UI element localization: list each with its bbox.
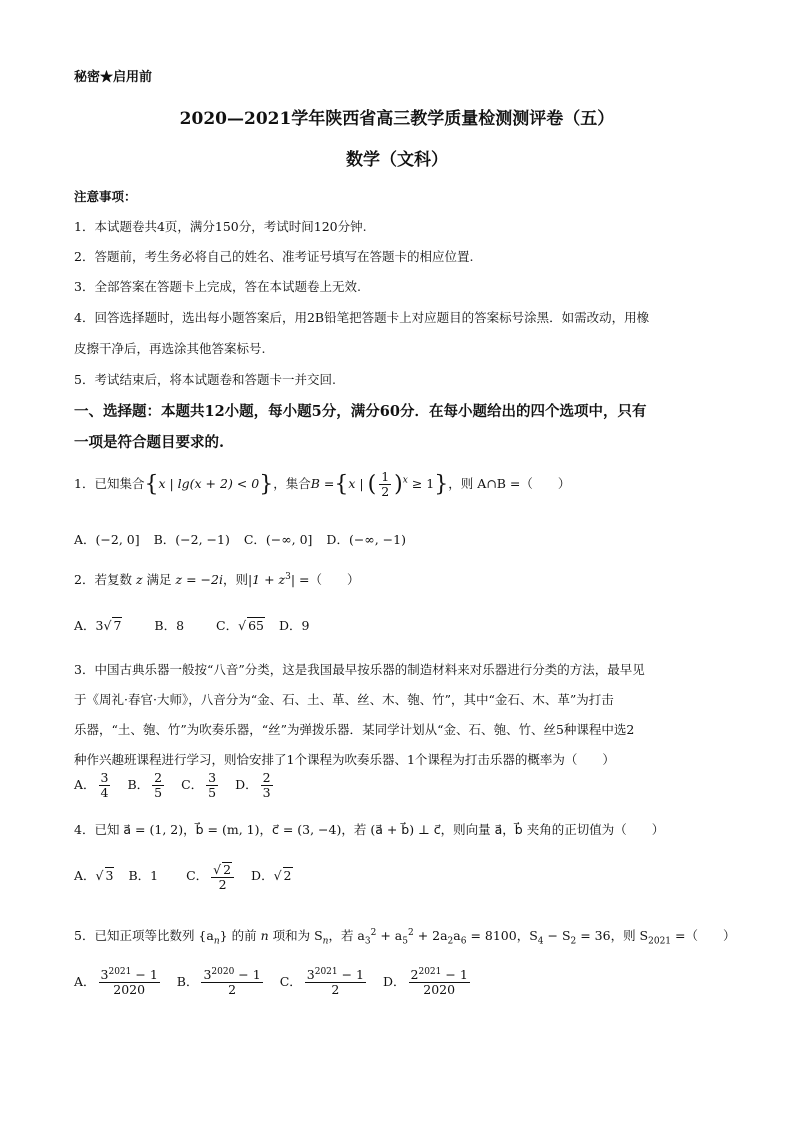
option-b: B．(−2, −1) xyxy=(153,532,230,547)
notice-item: 4．回答选择题时，选出每小题答案后，用2B铅笔把答题卡上对应题目的答案标号涂黑．如需改动，用橡 xyxy=(74,310,650,325)
option-d: D．(−∞, −1) xyxy=(326,532,406,547)
question-3-line: 乐器，“土、匏、竹”为吹奏乐器，“丝”为弹拨乐器．某同学计划从“金、石、匏、竹、丝5种课程中选2 xyxy=(74,722,635,737)
option-b: B． $\frac{2}{5}$ xyxy=(127,770,163,800)
notice-heading: 注意事项： xyxy=(74,189,137,204)
question-1-options xyxy=(74,530,416,548)
option-d: D．9 xyxy=(278,618,310,633)
option-d: D． $\frac{2^{2021} - 1}{2020}$ xyxy=(383,967,468,997)
option-b: B．1 xyxy=(128,868,159,884)
option-b: B．8 xyxy=(154,618,185,633)
option-d: D．√ 2 xyxy=(251,868,292,884)
option-a: A． $\frac{3^{2021} - 1}{2020}$ xyxy=(74,967,158,997)
question-5: 5．已知正项等比数列 $\{a_n\}$ 的前 n 项和为 $S_n$，若 $a_3^2 + a_5^2 + 2a_2a_6 = 8100$，$S_4 - S_2 = 36$，则 $S_{2021}$ =（ ） xyxy=(74,927,736,947)
option-c: C． $\frac{3^{2021} - 1}{2}$ xyxy=(279,967,365,997)
question-2-options xyxy=(74,616,319,634)
question-4-options xyxy=(74,862,303,892)
notice-item: 3．全部答案在答题卡上完成，答在本试题卷上无效. xyxy=(74,279,361,294)
option-a: A．3√ 7 xyxy=(74,618,122,633)
option-a: A．(−2, 0] xyxy=(74,532,140,547)
notice-item: 皮擦干净后，再选涂其他答案标号. xyxy=(74,341,266,356)
confidential-label: 秘密★启用前 xyxy=(74,70,153,85)
option-a: A．√ 3 xyxy=(74,868,114,884)
notice-item: 1．本试题卷共4页，满分150分，考试时间120分钟. xyxy=(74,219,367,234)
question-1: 1．已知集合{x | lg(x + 2) < 0}，集合B ={x | ( $\frac{1}{2}$ )$^x$ ≥ 1}，则 A∩B =（ ） xyxy=(74,469,571,499)
question-3-line: 3．中国古典乐器一般按“八音”分类，这是我国最早按乐器的制造材料来对乐器进行分类的方法，最早见 xyxy=(74,662,645,677)
fraction: $\frac{1}{2}$ xyxy=(381,469,390,499)
exam-title: 2020—2021学年陕西省高三教学质量检测测评卷（五） xyxy=(179,109,615,129)
option-b: B． $\frac{3^{2020} - 1}{2}$ xyxy=(176,967,261,997)
notice-item: 2．答题前，考生务必将自己的姓名、准考证号填写在答题卡的相应位置. xyxy=(74,249,474,264)
question-4: 4．已知 a⃗ = (1, 2)，b⃗ = (m, 1)，c⃗ = (3, −4)，若 (a⃗ + b⃗) ⊥ c⃗，则向量 a⃗，b⃗ 夹角的正切值为（ ） xyxy=(74,822,665,837)
section-heading-cont: 一项是符合题目要求的. xyxy=(74,434,225,451)
option-c: C． $\frac{√ 2}{2}$ xyxy=(186,868,237,883)
option-c: C．√ 65 xyxy=(216,618,264,633)
question-3-options xyxy=(74,771,286,800)
notice-item: 5．考试结束后，将本试题卷和答题卡一并交回. xyxy=(74,372,336,387)
option-c: C． $\frac{3}{5}$ xyxy=(181,770,217,800)
option-a: A． $\frac{3}{4}$ xyxy=(74,770,109,800)
option-d: D． $\frac{2}{3}$ xyxy=(235,770,271,800)
question-2: 2．若复数 z 满足 z = −2i，则$|1 + z^3|$ =（ ） xyxy=(74,571,360,587)
exam-subject: 数学（文科） xyxy=(346,150,448,170)
section-heading: 一、选择题：本题共12小题，每小题5分，满分60分．在每小题给出的四个选项中，只有 xyxy=(74,403,647,420)
question-3-line: 于《周礼·春官·大师》，八音分为“金、石、土、革、丝、木、匏、竹”，其中“金石、木、革”为打击 xyxy=(74,692,614,707)
question-5-options xyxy=(74,968,483,997)
option-c: C．(−∞, 0] xyxy=(243,532,313,547)
question-3-line: 种作兴趣班课程进行学习，则恰安排了1个课程为吹奏乐器、1个课程为打击乐器的概率为（ ） xyxy=(74,752,615,767)
